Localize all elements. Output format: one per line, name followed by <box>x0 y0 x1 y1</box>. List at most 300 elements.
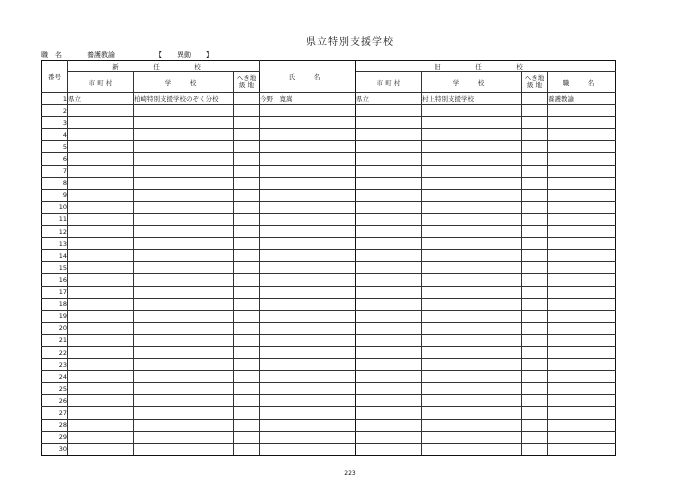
table-row <box>42 407 616 419</box>
name-cell <box>260 250 356 262</box>
new-remote-grade-cell <box>234 262 260 274</box>
header-old-remote-bottom: 級 地 <box>526 81 543 89</box>
table-row <box>42 262 616 274</box>
new-remote-grade-cell <box>234 383 260 395</box>
new-city-cell <box>68 105 134 117</box>
position-cell <box>548 189 616 201</box>
old-city-cell <box>356 226 422 238</box>
old-school-cell <box>422 201 522 213</box>
position-cell <box>548 213 616 225</box>
new-city-cell <box>68 165 134 177</box>
old-city-cell <box>356 105 422 117</box>
new-remote-grade-cell <box>234 298 260 310</box>
new-remote-grade-cell <box>234 177 260 189</box>
new-city-cell <box>68 177 134 189</box>
new-remote-grade-cell <box>234 117 260 129</box>
table-row <box>42 274 616 286</box>
old-remote-grade-cell <box>522 322 548 334</box>
table-row <box>42 105 616 117</box>
position-cell <box>548 334 616 346</box>
row-number: 17 <box>42 286 68 298</box>
old-school-cell <box>422 310 522 322</box>
header-new-remote-top: へき地 <box>236 74 257 82</box>
name-cell <box>260 189 356 201</box>
old-school-cell <box>422 177 522 189</box>
row-number: 11 <box>42 213 68 225</box>
new-remote-grade-cell <box>234 226 260 238</box>
new-remote-grade-cell <box>234 153 260 165</box>
name-cell <box>260 153 356 165</box>
new-city-cell <box>68 322 134 334</box>
table-row <box>42 310 616 322</box>
old-remote-grade-cell <box>522 177 548 189</box>
name-cell <box>260 322 356 334</box>
table-row <box>42 334 616 346</box>
old-school-cell <box>422 262 522 274</box>
new-remote-grade-cell <box>234 310 260 322</box>
new-city-cell <box>68 395 134 407</box>
new-remote-grade-cell <box>234 93 260 105</box>
old-city-cell <box>356 189 422 201</box>
old-remote-grade-cell <box>522 226 548 238</box>
name-cell <box>260 310 356 322</box>
name-cell <box>260 383 356 395</box>
old-school-cell <box>422 371 522 383</box>
old-city-cell <box>356 165 422 177</box>
row-number: 26 <box>42 395 68 407</box>
header-new-school: 学 校 <box>134 72 234 93</box>
new-remote-grade-cell <box>234 213 260 225</box>
new-school-cell <box>134 189 234 201</box>
position-cell <box>548 298 616 310</box>
table-row <box>42 93 616 105</box>
row-number: 1 <box>42 93 68 105</box>
new-school-cell <box>134 129 234 141</box>
position-cell <box>548 322 616 334</box>
old-school-cell <box>422 129 522 141</box>
table-row <box>42 153 616 165</box>
new-remote-grade-cell <box>234 129 260 141</box>
new-school-cell <box>134 407 234 419</box>
name-cell <box>260 129 356 141</box>
name-cell <box>260 298 356 310</box>
position-cell <box>548 226 616 238</box>
table-row <box>42 395 616 407</box>
old-school-cell <box>422 443 522 455</box>
old-remote-grade-cell <box>522 359 548 371</box>
position-cell <box>548 141 616 153</box>
header-old-remote-grade <box>522 72 548 93</box>
new-city-cell <box>68 201 134 213</box>
old-remote-grade-cell <box>522 371 548 383</box>
new-remote-grade-cell <box>234 238 260 250</box>
name-cell <box>260 165 356 177</box>
row-number: 9 <box>42 189 68 201</box>
old-school-cell <box>422 274 522 286</box>
table-body <box>42 93 616 456</box>
row-number: 14 <box>42 250 68 262</box>
new-remote-grade-cell <box>234 141 260 153</box>
name-cell <box>260 419 356 431</box>
row-number: 25 <box>42 383 68 395</box>
position-cell <box>548 395 616 407</box>
old-school-cell <box>422 238 522 250</box>
old-city-cell <box>356 298 422 310</box>
position-cell: 養護教諭 <box>548 93 616 105</box>
new-remote-grade-cell <box>234 201 260 213</box>
name-cell <box>260 226 356 238</box>
table-row <box>42 177 616 189</box>
name-cell <box>260 407 356 419</box>
header-new-city: 市 町 村 <box>68 72 134 93</box>
old-city-cell <box>356 274 422 286</box>
old-remote-grade-cell <box>522 262 548 274</box>
table-row <box>42 322 616 334</box>
table-row <box>42 213 616 225</box>
old-remote-grade-cell <box>522 165 548 177</box>
new-school-cell <box>134 250 234 262</box>
old-school-cell <box>422 407 522 419</box>
new-city-cell <box>68 310 134 322</box>
old-city-cell <box>356 250 422 262</box>
row-number: 22 <box>42 346 68 358</box>
old-city-cell <box>356 383 422 395</box>
table-row <box>42 298 616 310</box>
old-remote-grade-cell <box>522 105 548 117</box>
old-remote-grade-cell <box>522 443 548 455</box>
table-row <box>42 250 616 262</box>
old-city-cell <box>356 346 422 358</box>
old-city-cell <box>356 310 422 322</box>
old-school-cell <box>422 334 522 346</box>
new-city-cell <box>68 238 134 250</box>
old-school-cell <box>422 346 522 358</box>
new-school-cell <box>134 443 234 455</box>
old-school-cell <box>422 105 522 117</box>
page-number: 223 <box>344 470 356 477</box>
old-city-cell <box>356 177 422 189</box>
old-city-cell <box>356 129 422 141</box>
new-school-cell <box>134 238 234 250</box>
new-school-cell <box>134 213 234 225</box>
new-school-cell <box>134 201 234 213</box>
table-row <box>42 346 616 358</box>
old-remote-grade-cell <box>522 250 548 262</box>
new-remote-grade-cell <box>234 334 260 346</box>
name-cell: 今野 寛嵩 <box>260 93 356 105</box>
name-cell <box>260 262 356 274</box>
position-cell <box>548 105 616 117</box>
position-value: 養護教諭 <box>87 51 115 59</box>
new-city-cell <box>68 407 134 419</box>
row-number: 6 <box>42 153 68 165</box>
old-school-cell <box>422 141 522 153</box>
old-city-cell <box>356 201 422 213</box>
personnel-table <box>41 60 616 456</box>
row-number: 13 <box>42 238 68 250</box>
name-cell <box>260 334 356 346</box>
old-school-cell <box>422 153 522 165</box>
row-number: 12 <box>42 226 68 238</box>
row-number: 15 <box>42 262 68 274</box>
new-remote-grade-cell <box>234 189 260 201</box>
old-remote-grade-cell <box>522 117 548 129</box>
old-remote-grade-cell <box>522 141 548 153</box>
table-row <box>42 238 616 250</box>
row-number: 24 <box>42 371 68 383</box>
old-remote-grade-cell <box>522 334 548 346</box>
position-cell <box>548 310 616 322</box>
old-school-cell: 村上特別支援学校 <box>422 93 522 105</box>
row-number: 29 <box>42 431 68 443</box>
row-number: 19 <box>42 310 68 322</box>
old-remote-grade-cell <box>522 395 548 407</box>
old-remote-grade-cell <box>522 383 548 395</box>
position-cell <box>548 165 616 177</box>
new-city-cell <box>68 383 134 395</box>
name-cell <box>260 395 356 407</box>
old-city-cell <box>356 407 422 419</box>
row-number: 18 <box>42 298 68 310</box>
table-row <box>42 201 616 213</box>
new-school-cell <box>134 371 234 383</box>
header-new-school-group: 新 任 校 <box>68 61 260 72</box>
new-remote-grade-cell <box>234 395 260 407</box>
old-school-cell <box>422 189 522 201</box>
row-number: 7 <box>42 165 68 177</box>
header-position: 職 名 <box>548 72 616 93</box>
old-school-cell <box>422 250 522 262</box>
position-cell <box>548 238 616 250</box>
old-city-cell <box>356 141 422 153</box>
new-school-cell <box>134 141 234 153</box>
name-cell <box>260 371 356 383</box>
old-school-cell <box>422 213 522 225</box>
new-school-cell <box>134 226 234 238</box>
new-city-cell <box>68 213 134 225</box>
new-school-cell <box>134 395 234 407</box>
old-school-cell <box>422 117 522 129</box>
name-cell <box>260 238 356 250</box>
new-remote-grade-cell <box>234 274 260 286</box>
new-city-cell <box>68 129 134 141</box>
table-row <box>42 129 616 141</box>
new-school-cell <box>134 117 234 129</box>
table-row <box>42 359 616 371</box>
old-school-cell <box>422 431 522 443</box>
new-city-cell <box>68 371 134 383</box>
row-number: 8 <box>42 177 68 189</box>
transfer-bracket-close: 】 <box>206 51 213 59</box>
old-remote-grade-cell <box>522 431 548 443</box>
old-city-cell <box>356 395 422 407</box>
table-row <box>42 419 616 431</box>
old-remote-grade-cell <box>522 298 548 310</box>
old-remote-grade-cell <box>522 274 548 286</box>
new-school-cell <box>134 322 234 334</box>
old-remote-grade-cell <box>522 310 548 322</box>
old-remote-grade-cell <box>522 286 548 298</box>
row-number: 3 <box>42 117 68 129</box>
position-cell <box>548 359 616 371</box>
old-city-cell <box>356 213 422 225</box>
new-school-cell <box>134 346 234 358</box>
position-cell <box>548 201 616 213</box>
new-city-cell <box>68 286 134 298</box>
new-city-cell <box>68 274 134 286</box>
old-city-cell <box>356 443 422 455</box>
old-city-cell <box>356 153 422 165</box>
name-cell <box>260 177 356 189</box>
new-city-cell: 県立 <box>68 93 134 105</box>
new-city-cell <box>68 359 134 371</box>
position-cell <box>548 371 616 383</box>
position-cell <box>548 153 616 165</box>
old-city-cell <box>356 286 422 298</box>
header-new-remote-bottom: 級 地 <box>238 81 255 89</box>
new-remote-grade-cell <box>234 165 260 177</box>
transfer-bracket-open: 【 <box>155 51 162 59</box>
old-city-cell <box>356 334 422 346</box>
position-cell <box>548 383 616 395</box>
table-row <box>42 443 616 455</box>
old-school-cell <box>422 165 522 177</box>
table-row <box>42 286 616 298</box>
row-number: 4 <box>42 129 68 141</box>
old-remote-grade-cell <box>522 238 548 250</box>
old-school-cell <box>422 226 522 238</box>
row-number: 21 <box>42 334 68 346</box>
table-row <box>42 226 616 238</box>
old-remote-grade-cell <box>522 153 548 165</box>
new-school-cell <box>134 419 234 431</box>
row-number: 28 <box>42 419 68 431</box>
position-cell <box>548 250 616 262</box>
new-remote-grade-cell <box>234 371 260 383</box>
new-school-cell <box>134 274 234 286</box>
table-row <box>42 141 616 153</box>
name-cell <box>260 443 356 455</box>
new-school-cell <box>134 310 234 322</box>
position-cell <box>548 346 616 358</box>
new-city-cell <box>68 334 134 346</box>
new-remote-grade-cell <box>234 419 260 431</box>
old-remote-grade-cell <box>522 419 548 431</box>
new-city-cell <box>68 298 134 310</box>
table-row <box>42 117 616 129</box>
old-city-cell <box>356 262 422 274</box>
old-city-cell <box>356 117 422 129</box>
new-city-cell <box>68 189 134 201</box>
name-cell <box>260 274 356 286</box>
new-city-cell <box>68 346 134 358</box>
new-school-cell <box>134 431 234 443</box>
new-school-cell <box>134 165 234 177</box>
position-cell <box>548 443 616 455</box>
old-remote-grade-cell <box>522 93 548 105</box>
new-city-cell <box>68 431 134 443</box>
old-remote-grade-cell <box>522 129 548 141</box>
old-remote-grade-cell <box>522 407 548 419</box>
old-school-cell <box>422 298 522 310</box>
row-number: 27 <box>42 407 68 419</box>
header-old-school-group: 旧 任 校 <box>356 61 616 72</box>
position-label: 職 名 <box>41 51 62 59</box>
new-remote-grade-cell <box>234 322 260 334</box>
new-city-cell <box>68 250 134 262</box>
row-number: 2 <box>42 105 68 117</box>
row-number: 16 <box>42 274 68 286</box>
old-remote-grade-cell <box>522 213 548 225</box>
new-remote-grade-cell <box>234 431 260 443</box>
table-row <box>42 189 616 201</box>
position-cell <box>548 286 616 298</box>
old-school-cell <box>422 322 522 334</box>
header-new-remote-grade <box>234 72 260 93</box>
row-number: 30 <box>42 443 68 455</box>
new-remote-grade-cell <box>234 286 260 298</box>
name-cell <box>260 431 356 443</box>
name-cell <box>260 359 356 371</box>
header-name: 氏 名 <box>260 61 356 93</box>
new-school-cell <box>134 286 234 298</box>
old-school-cell <box>422 383 522 395</box>
old-school-cell <box>422 286 522 298</box>
old-remote-grade-cell <box>522 189 548 201</box>
new-school-cell <box>134 262 234 274</box>
new-city-cell <box>68 117 134 129</box>
position-cell <box>548 262 616 274</box>
new-school-cell <box>134 177 234 189</box>
position-cell <box>548 177 616 189</box>
name-cell <box>260 213 356 225</box>
new-school-cell: 柏崎特別支援学校のぞく分校 <box>134 93 234 105</box>
table-row <box>42 431 616 443</box>
new-remote-grade-cell <box>234 443 260 455</box>
new-remote-grade-cell <box>234 346 260 358</box>
old-school-cell <box>422 419 522 431</box>
name-cell <box>260 117 356 129</box>
row-number: 20 <box>42 322 68 334</box>
new-school-cell <box>134 153 234 165</box>
old-city-cell: 県立 <box>356 93 422 105</box>
name-cell <box>260 105 356 117</box>
header-number: 番号 <box>42 61 68 93</box>
name-cell <box>260 141 356 153</box>
table-row <box>42 383 616 395</box>
page-title: 県立特別支援学校 <box>306 37 394 48</box>
position-cell <box>548 274 616 286</box>
table-row <box>42 165 616 177</box>
new-remote-grade-cell <box>234 407 260 419</box>
row-number: 10 <box>42 201 68 213</box>
old-remote-grade-cell <box>522 201 548 213</box>
new-remote-grade-cell <box>234 359 260 371</box>
new-school-cell <box>134 105 234 117</box>
new-school-cell <box>134 334 234 346</box>
old-city-cell <box>356 322 422 334</box>
old-city-cell <box>356 419 422 431</box>
position-cell <box>548 431 616 443</box>
old-city-cell <box>356 371 422 383</box>
row-number: 5 <box>42 141 68 153</box>
new-city-cell <box>68 443 134 455</box>
old-city-cell <box>356 238 422 250</box>
new-city-cell <box>68 226 134 238</box>
new-city-cell <box>68 141 134 153</box>
old-city-cell <box>356 431 422 443</box>
new-school-cell <box>134 383 234 395</box>
